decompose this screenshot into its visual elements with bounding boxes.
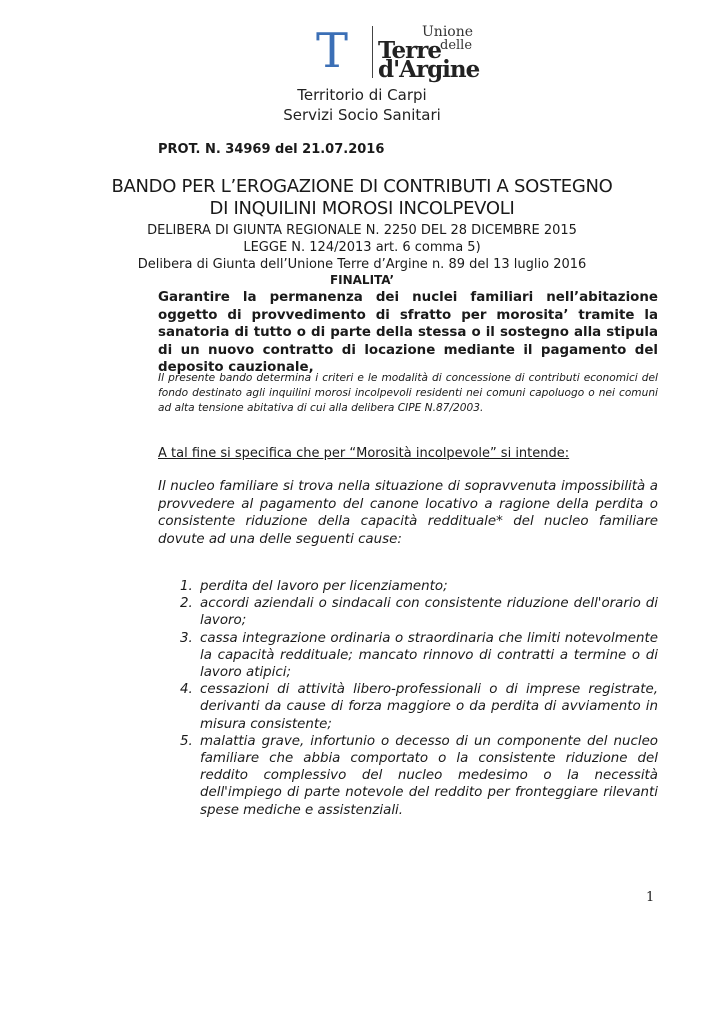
logo-argine-text: d'Argine — [378, 56, 480, 83]
list-item-number: 1. — [180, 579, 193, 594]
list-item — [158, 681, 658, 733]
logo-separator — [372, 26, 373, 78]
logo-mark: T — [316, 23, 347, 79]
logo-delle-text: delle — [440, 38, 473, 53]
list-item-text: cessazioni di attività libero-professionali o di imprese registrate, derivanti da cause di forza maggiore o da perdita di avviamento in misura consistente; — [200, 682, 658, 732]
finalita-paragraph: Garantire la permanenza dei nuclei familiari nell’abitazione oggetto di provvedimento di sfratto per morosita’ tramite la sanatoria di tutto o di parte della stessa o il sostegno alla stipula di un nuovo contratto di locazione mediante il pagamento del deposito cauzionale, — [158, 290, 658, 375]
definition-heading: A tal fine si specifica che per “Morosità incolpevole” si intende: — [158, 446, 570, 461]
list-item — [158, 578, 658, 595]
delibera-unione: Delibera di Giunta dell’Unione Terre d’Argine n. 89 del 13 luglio 2016 — [137, 257, 587, 272]
definition-paragraph: Il nucleo familiare si trova nella situazione di sopravvenuta impossibilità a provvedere al pagamento del canone locativo a ragione della perdita o consistente riduzione della capacità reddituale* del nucleo familiare dovute ad una delle seguenti cause: — [158, 479, 658, 547]
intro-paragraph: Il presente bando determina i criteri e le modalità di concessione di contributi economici del fondo destinato agli inquilini morosi incolpevoli residenti nei comuni capoluogo o nei comuni ad alta tensione abitativa di cui alla delibera CIPE N.87/2003. — [158, 372, 658, 414]
list-item-number: 2. — [180, 596, 193, 612]
document-title-line2: DI INQUILINI MOROSI INCOLPEVOLI — [209, 198, 515, 219]
list-item-text: malattia grave, infortunio o decesso di un componente del nucleo familiare che abbia comportato o la consistente riduzione del reddito complessivo del nucleo medesimo o la necessità dell'impiego di parte notevole del reddito per fronteggiare rilevanti spese mediche e assistenziali. — [200, 733, 658, 818]
protocol-number: PROT. N. 34969 del 21.07.2016 — [158, 142, 385, 157]
list-item — [158, 630, 658, 682]
servizi-heading: Servizi Socio Sanitari — [283, 106, 441, 124]
unione-terre-dargine-logo — [316, 22, 486, 84]
logo-unione-text: Unione — [422, 24, 474, 40]
list-item-number: 5. — [180, 733, 193, 749]
page-number: 1 — [646, 890, 655, 905]
list-item-text: cassa integrazione ordinaria o straordinaria che limiti notevolmente la capacità reddituale; mancato rinnovo di contratti a termine o di lavoro atipici; — [200, 630, 658, 681]
list-item — [158, 595, 658, 629]
list-item-text: accordi aziendali o sindacali con consistente riduzione dell'orario di lavoro; — [200, 596, 658, 629]
list-item — [158, 733, 658, 819]
delibera-regionale: DELIBERA DI GIUNTA REGIONALE N. 2250 DEL 28 DICEMBRE 2015 — [147, 223, 577, 238]
territorio-heading: Territorio di Carpi — [297, 86, 427, 104]
document-title-line1: BANDO PER L’EROGAZIONE DI CONTRIBUTI A SOSTEGNO — [111, 176, 613, 197]
list-item-text: perdita del lavoro per licenziamento; — [200, 579, 448, 594]
causes-list — [158, 578, 658, 819]
legge-reference: LEGGE N. 124/2013 art. 6 comma 5) — [243, 240, 481, 255]
list-item-number: 4. — [180, 682, 193, 698]
finalita-heading: FINALITA’ — [329, 273, 395, 287]
list-item-number: 3. — [180, 630, 193, 646]
logo-terre-text: Terre — [378, 37, 441, 64]
